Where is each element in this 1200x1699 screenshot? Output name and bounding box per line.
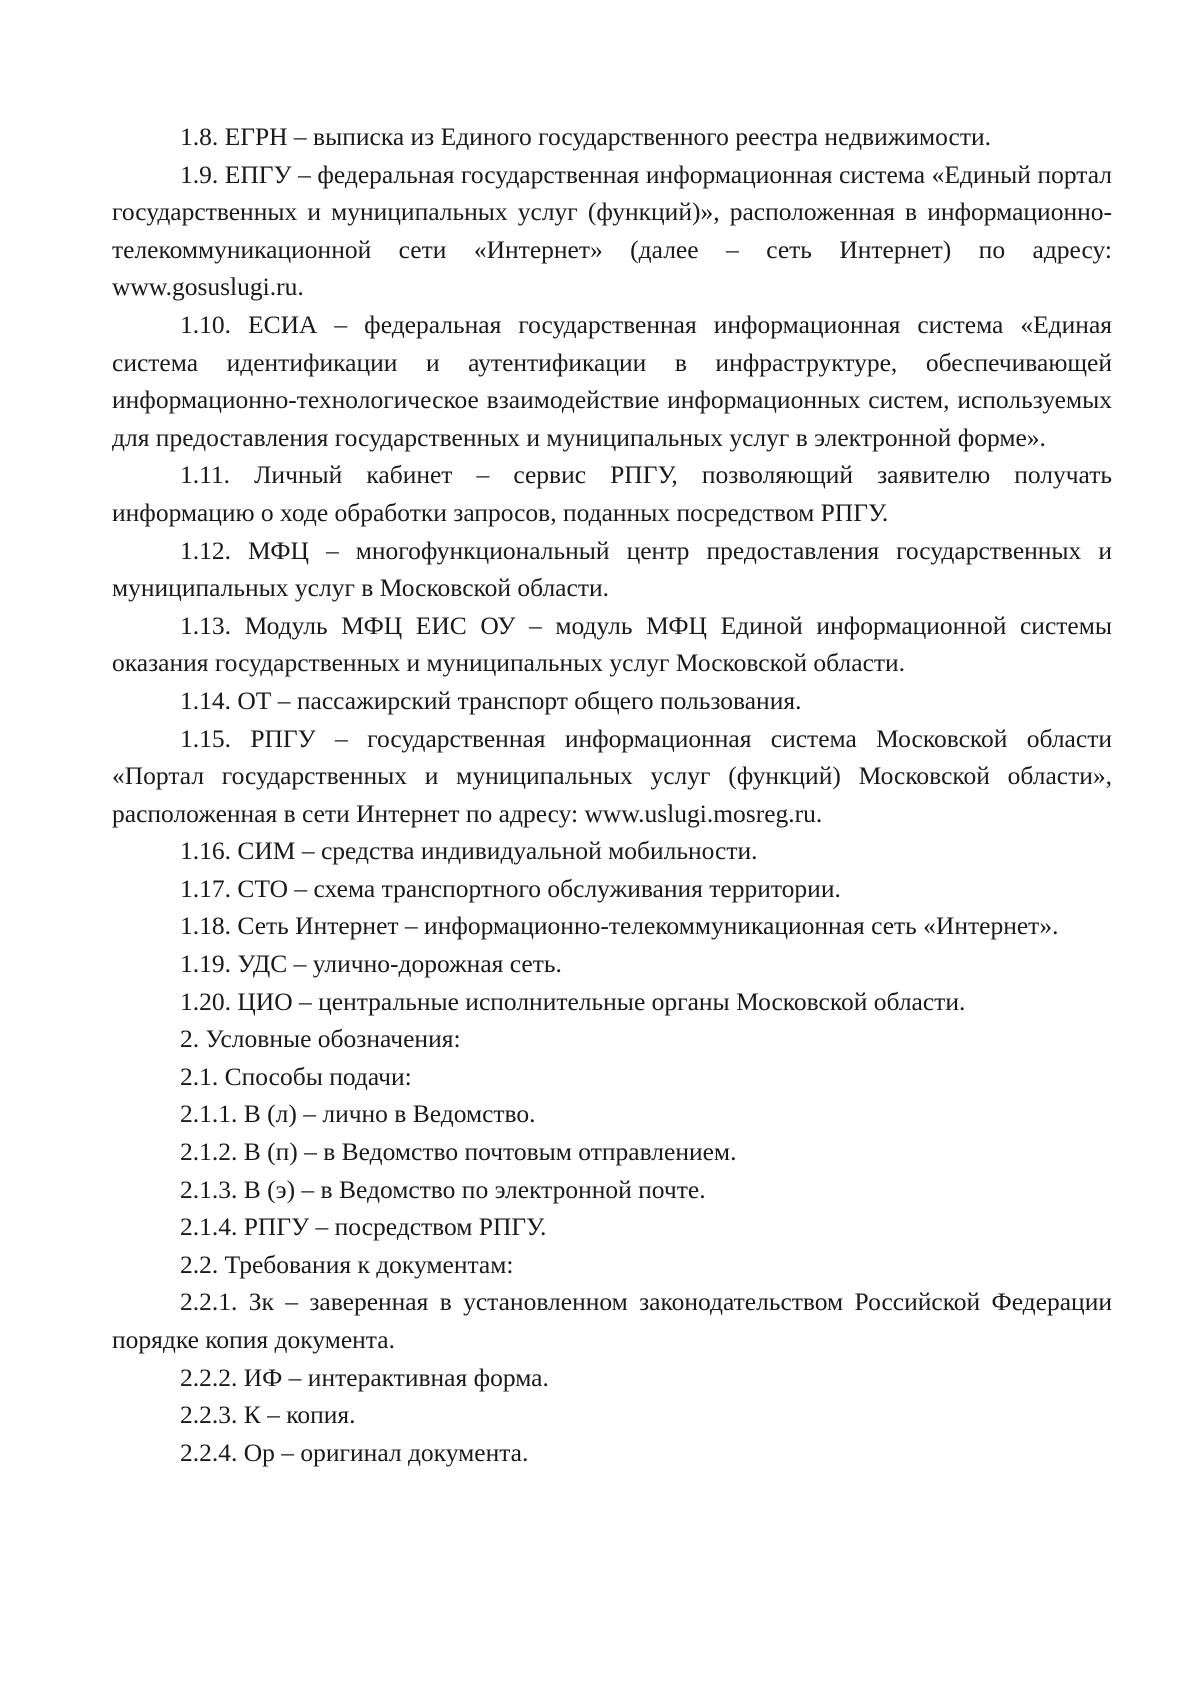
- paragraph-2-1-2: 2.1.2. В (п) – в Ведомство почтовым отправлением.: [180, 1137, 737, 1167]
- paragraph-2-1-3: 2.1.3. В (э) – в Ведомство по электронной почте.: [180, 1174, 706, 1204]
- paragraph-1-13: 1.13. Модуль МФЦ ЕИС ОУ – модуль МФЦ Единой информационной системы оказания государственных и муниципальных услуг Московской области.: [112, 610, 1112, 678]
- paragraph-2-2-1: 2.2.1. Зк – заверенная в установленном законодательством Российской Федерации порядке копия документа.: [112, 1287, 1112, 1354]
- paragraph-1-10: 1.10. ЕСИА – федеральная государственная информационная система «Единая система идентификации и аутентификации в инфраструктуре, обеспечивающей информационно-технологическое взаимодействие информационных систем, используемых для предоставления государственных и муниципальных услуг в электронной форме».: [112, 309, 1112, 452]
- paragraph-2-2: 2.2. Требования к документам:: [180, 1249, 514, 1279]
- paragraph-1-18: 1.18. Сеть Интернет – информационно-телекоммуникационная сеть «Интернет».: [180, 911, 1059, 941]
- paragraph-2: 2. Условные обозначения:: [180, 1024, 461, 1054]
- paragraph-1-8: 1.8. ЕГРН – выписка из Единого государственного реестра недвижимости.: [180, 122, 991, 151]
- paragraph-2-2-3: 2.2.3. К – копия.: [180, 1400, 356, 1430]
- paragraph-2-2-4: 2.2.4. Ор – оригинал документа.: [180, 1437, 529, 1467]
- paragraph-2-1-1: 2.1.1. В (л) – лично в Ведомство.: [180, 1099, 536, 1129]
- paragraph-2-1: 2.1. Способы подачи:: [180, 1061, 412, 1091]
- paragraph-2-1-4: 2.1.4. РПГУ – посредством РПГУ.: [180, 1212, 547, 1242]
- paragraph-1-12: 1.12. МФЦ – многофункциональный центр предоставления государственных и муниципальных услуг в Московской области.: [112, 535, 1112, 603]
- paragraph-1-11: 1.11. Личный кабинет – сервис РПГУ, позволяющий заявителю получать информацию о ходе обработки запросов, поданных посредством РПГУ.: [112, 460, 1112, 527]
- paragraph-1-15: 1.15. РПГУ – государственная информационная система Московской области «Портал государственных и муниципальных услуг (функций) Московской области», расположенная в сети Интернет по адресу: www.uslugi.mosreg.ru.: [112, 723, 1112, 828]
- paragraph-1-16: 1.16. СИМ – средства индивидуальной мобильности.: [180, 836, 758, 866]
- paragraph-1-19: 1.19. УДС – улично-дорожная сеть.: [180, 949, 562, 979]
- paragraph-2-2-2: 2.2.2. ИФ – интерактивная форма.: [180, 1362, 549, 1392]
- paragraph-1-9: 1.9. ЕПГУ – федеральная государственная информационная система «Единый портал государственных и муниципальных услуг (функций)», расположенная в информационно-телекоммуникационной сети «Интернет» (далее – сеть Интернет) по адресу: www.gosuslugi.ru.: [112, 159, 1112, 302]
- paragraph-1-17: 1.17. СТО – схема транспортного обслуживания территории.: [180, 873, 841, 903]
- document-body: [112, 118, 1112, 1471]
- paragraph-1-14: 1.14. ОТ – пассажирский транспорт общего пользования.: [180, 685, 802, 715]
- paragraph-1-20: 1.20. ЦИО – центральные исполнительные органы Московской области.: [180, 986, 966, 1016]
